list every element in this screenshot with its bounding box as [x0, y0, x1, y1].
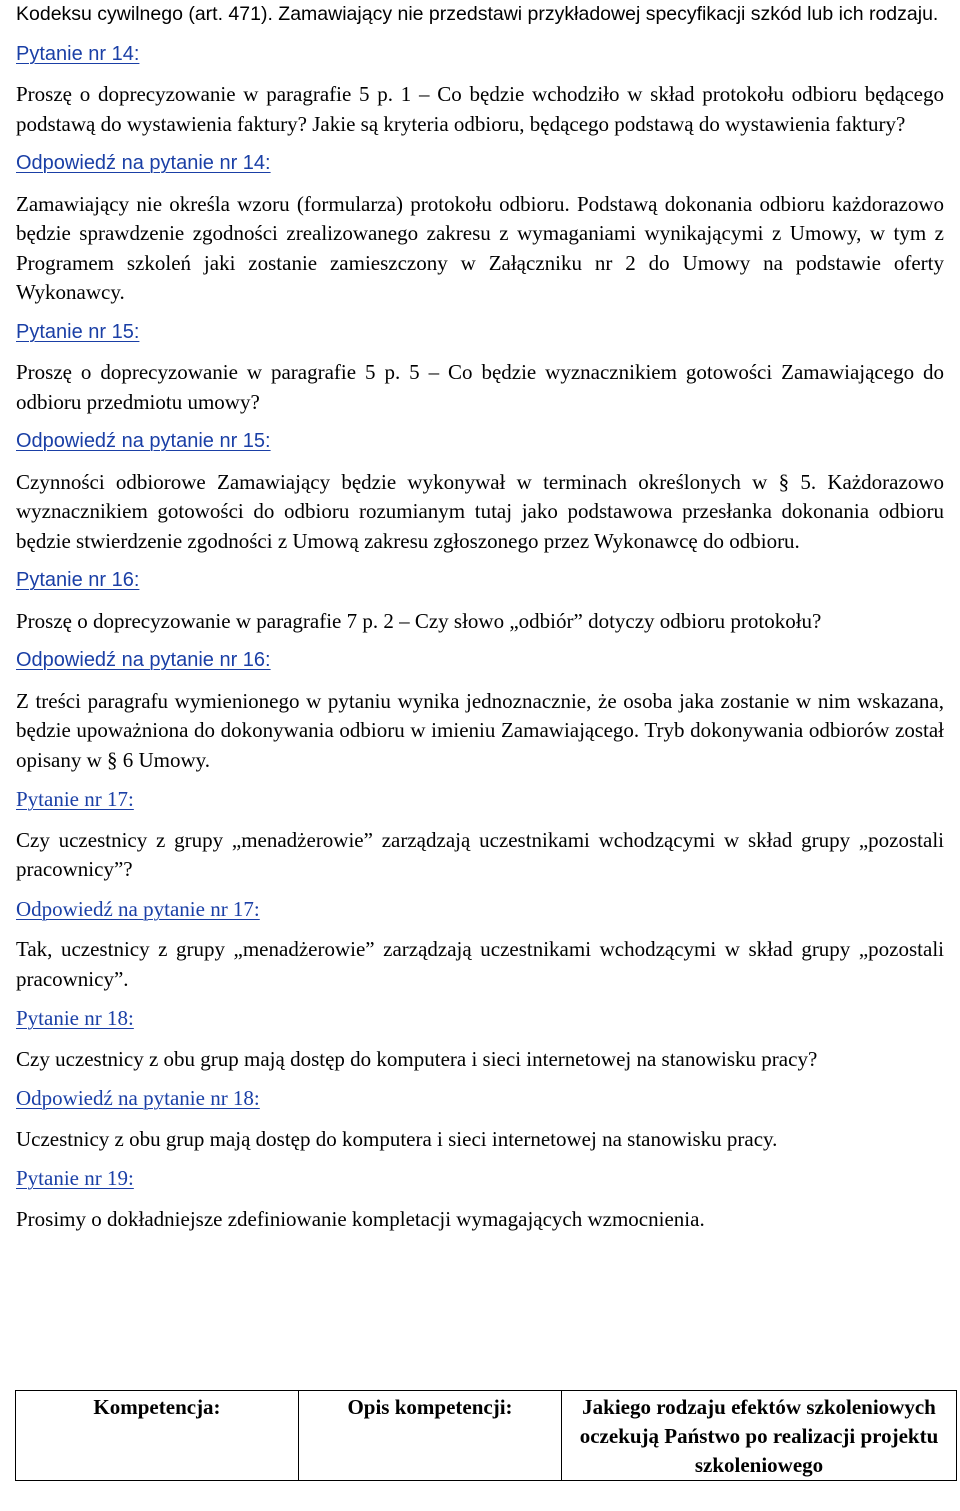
- answer-15-label: Odpowiedź na pytanie nr 15:: [16, 430, 271, 452]
- answer-15-text: Czynności odbiorowe Zamawiający będzie wykonywał w terminach określonych w § 5. Każdorazowo wyznacznikiem gotowości do odbioru rozumianym tutaj jako podstawowa przesłanka dokonania odbioru będzie stwierdzenie zgodności z Umową zakresu zgłoszonego przez Wykonawcę do odbioru.: [16, 469, 944, 553]
- intro-paragraph: Kodeksu cywilnego (art. 471). Zamawiający nie przedstawi przykładowej specyfikacji szkód lub ich rodzaju.: [16, 3, 939, 25]
- answer-16-text: Z treści paragrafu wymienionego w pytaniu wynika jednoznacznie, że osoba jaka zostanie w nim wskazana, będzie upoważniona do dokonywania odbioru w imieniu Zamawiającego. Tryb dokonywania odbiorów został opisany w § 6 Umowy.: [16, 688, 944, 772]
- question-17-text: Czy uczestnicy z grupy „menadżerowie” zarządzają uczestnikami wchodzącymi w skład grupy „pozostali pracownicy”?: [16, 827, 944, 881]
- question-15-text: Proszę o doprecyzowanie w paragrafie 5 p. 5 – Co będzie wyznacznikiem gotowości Zamawiającego do odbioru przedmiotu umowy?: [16, 360, 944, 414]
- question-16-text: Proszę o doprecyzowanie w paragrafie 7 p. 2 – Czy słowo „odbiór” dotyczy odbioru protokołu?: [16, 608, 822, 633]
- question-19-text: Prosimy o dokładniejsze zdefiniowanie kompletacji wymagających wzmocnienia.: [16, 1206, 705, 1231]
- competency-table: [15, 1390, 957, 1481]
- answer-14-text: Zamawiający nie określa wzoru (formularza) protokołu odbioru. Podstawą dokonania odbioru każdorazowo będzie sprawdzenie zgodności zrealizowanego zakresu z wymaganiami wynikającymi z Umowy, w tym z Programem szkoleń jaki zostanie zamieszczony w Załączniku nr 2 do Umowy na podstawie oferty Wykonawcy.: [16, 191, 944, 304]
- table-header-competency: Kompetencja:: [16, 1391, 299, 1481]
- table-header-expected-effects: Jakiego rodzaju efektów szkoleniowych oczekują Państwo po realizacji projektu szkoleniowego: [562, 1391, 957, 1481]
- answer-18-label: Odpowiedź na pytanie nr 18:: [16, 1086, 260, 1110]
- answer-17-text: Tak, uczestnicy z grupy „menadżerowie” zarządzają uczestnikami wchodzącymi w skład grupy „pozostali pracownicy”.: [16, 937, 944, 991]
- question-14-label: Pytanie nr 14:: [16, 42, 140, 65]
- table-header-row: [16, 1391, 957, 1481]
- answer-17-label: Odpowiedź na pytanie nr 17:: [16, 896, 260, 921]
- question-18-label: Pytanie nr 18:: [16, 1006, 134, 1030]
- question-16-label: Pytanie nr 16:: [16, 569, 140, 591]
- question-17-label: Pytanie nr 17:: [16, 787, 134, 811]
- table-header-description: Opis kompetencji:: [299, 1391, 562, 1481]
- question-18-text: Czy uczestnicy z obu grup mają dostęp do komputera i sieci internetowej na stanowisku pracy?: [16, 1046, 818, 1071]
- question-19-label: Pytanie nr 19:: [16, 1166, 134, 1190]
- question-14-text: Proszę o doprecyzowanie w paragrafie 5 p. 1 – Co będzie wchodziło w skład protokołu odbioru będącego podstawą do wystawienia faktury? Jakie są kryteria odbioru, będącego podstawą do wystawienia faktury?: [16, 82, 944, 136]
- answer-14-label: Odpowiedź na pytanie nr 14:: [16, 152, 271, 174]
- answer-16-label: Odpowiedź na pytanie nr 16:: [16, 649, 271, 671]
- answer-18-text: Uczestnicy z obu grup mają dostęp do komputera i sieci internetowej na stanowisku pracy.: [16, 1126, 778, 1151]
- question-15-label: Pytanie nr 15:: [16, 320, 140, 343]
